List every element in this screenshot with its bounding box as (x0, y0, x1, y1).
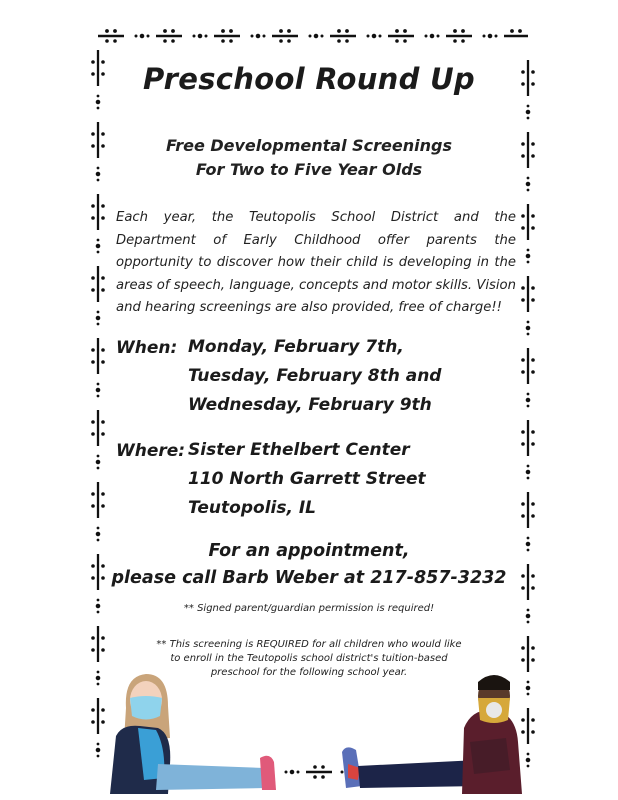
date-line: Tuesday, February 8th and (188, 366, 442, 386)
when-dates (188, 333, 441, 420)
address-line: Sister Ethelbert Center (188, 440, 410, 460)
appointment-line: For an appointment, (208, 541, 410, 561)
flyer-subtitle (0, 134, 618, 182)
where-address (188, 436, 426, 523)
dotted-border-top (98, 26, 528, 46)
note-line: preschool for the following school year. (210, 667, 408, 678)
girl-photo (104, 668, 284, 794)
permission-note: ** Signed parent/guardian permission is required! (183, 603, 435, 614)
address-line: 110 North Garrett Street (188, 469, 426, 489)
subtitle-line: Free Developmental Screenings (166, 136, 452, 155)
note-line: to enroll in the Teutopolis school district's tuition-based (170, 653, 448, 664)
boy-photo (338, 668, 528, 794)
appointment-phone-line: please call Barb Weber at 217-857-3232 (111, 568, 507, 588)
date-line: Wednesday, February 9th (188, 395, 432, 415)
address-line: Teutopolis, IL (188, 498, 316, 518)
subtitle-line: For Two to Five Year Olds (195, 160, 423, 179)
note-line: ** This screening is REQUIRED for all children who would like (156, 639, 462, 650)
flyer-title: Preschool Round Up (143, 62, 475, 96)
date-line: Monday, February 7th, (188, 337, 404, 357)
where-label: Where: (116, 441, 186, 461)
intro-paragraph: Each year, the Teutopolis School District and the Department of Early Childhood offer parents the opportunity to discover how their child is developing in the areas of speech, language, concepts and motor skills. Vision and hearing screenings are also provided, free of charge!! (116, 210, 516, 315)
appointment-info (0, 538, 618, 592)
when-label: When: (116, 338, 178, 358)
